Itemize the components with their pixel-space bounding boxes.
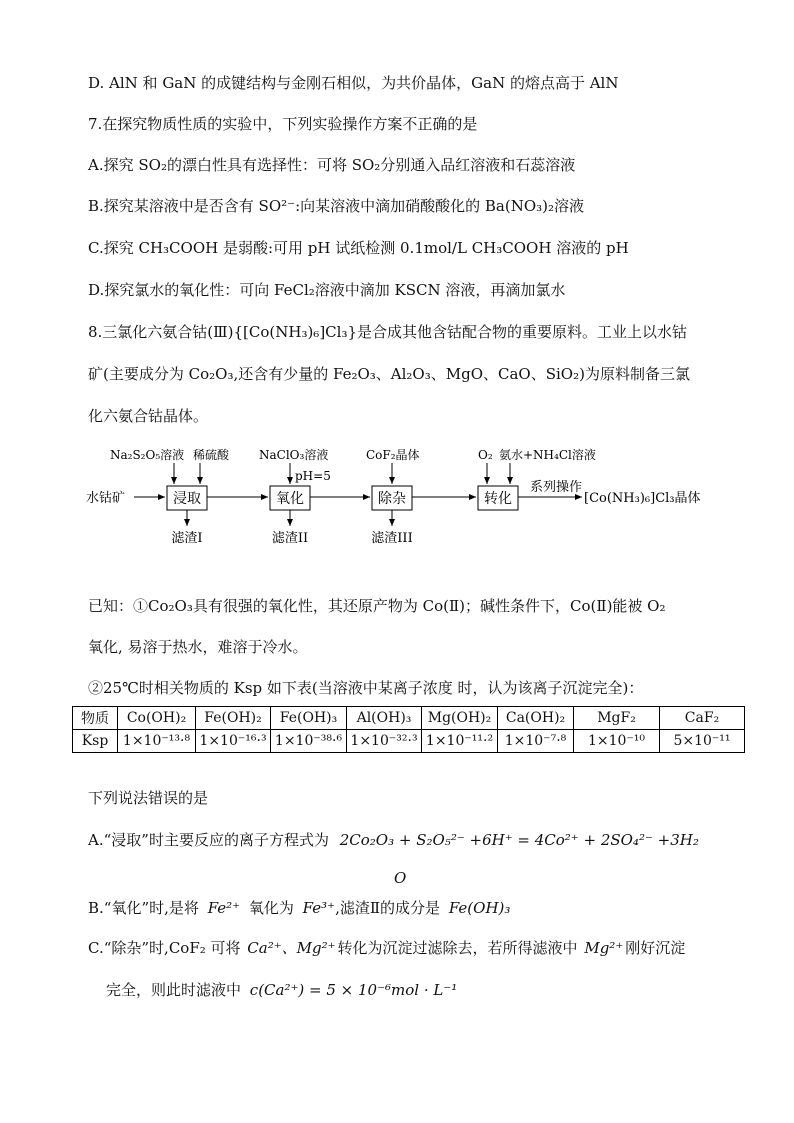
header-cell: Al(OH)₃	[347, 707, 422, 730]
option-b-text-mid2: ,滤渣Ⅱ的成分是	[335, 899, 441, 917]
option-6d: D. AlN 和 GaN 的成键结构与金刚石相似，为共价晶体，GaN 的熔点高于 AlN	[88, 74, 619, 92]
value-cell: 1×10⁻⁷·⁸	[498, 730, 574, 753]
value-cell: Ksp	[73, 730, 118, 753]
option-a-equation-tail: O	[394, 869, 407, 887]
ore-label: 水钴矿	[86, 491, 126, 506]
step-leach-label: 浸取	[173, 491, 201, 507]
reagent-o2: O₂	[478, 448, 493, 462]
option-c-text: C.“除杂”时,CoF₂ 可将	[88, 939, 241, 957]
option-b-feoh3: Fe(OH)₃	[448, 899, 511, 917]
value-cell: 1×10⁻¹⁶·³	[196, 730, 271, 753]
reagent-na2s2o5: Na₂S₂O₅溶液	[110, 448, 185, 462]
question-8-prompt: 下列说法错误的是	[88, 789, 209, 807]
value-cell: 1×10⁻³²·³	[347, 730, 422, 753]
option-a-text: A.“浸取”时主要反应的离子方程式为	[88, 831, 329, 849]
header-cell: CaF₂	[660, 707, 745, 730]
header-cell: Fe(OH)₂	[196, 707, 271, 730]
option-c-equation: c(Ca²⁺) = 5 × 10⁻⁶mol · L⁻¹	[249, 981, 458, 999]
step-purify-label: 除杂	[378, 491, 406, 507]
option-b-text: B.“氧化”时,是将	[88, 899, 199, 917]
option-b-fe3: Fe³⁺	[302, 899, 336, 917]
ksp-table-value-row	[73, 730, 745, 753]
known-1-line2: 氧化, 易溶于热水，难溶于冷水。	[88, 638, 308, 656]
option-c-ions: Ca²⁺、Mg²⁺	[247, 939, 336, 957]
header-cell: Ca(OH)₂	[498, 707, 574, 730]
question-8-stem-line2: 矿(主要成分为 Co₂O₃,还含有少量的 Fe₂O₃、Al₂O₃、MgO、CaO、SiO₂)为原料制备三氯	[88, 365, 690, 383]
option-c-text-mid: 转化为沉淀过滤除去，若所得滤液中	[337, 939, 578, 957]
ksp-table	[72, 706, 745, 753]
step-oxidize-label: 氧化	[276, 491, 304, 507]
header-cell: Mg(OH)₂	[422, 707, 498, 730]
value-cell: 1×10⁻¹¹·²	[422, 730, 498, 753]
question-7-option-d: D.探究氯水的氧化性：可向 FeCl₂溶液中滴加 KSCN 溶液，再滴加氯水	[88, 281, 566, 299]
series-operation-label: 系列操作	[530, 480, 583, 495]
question-7-stem: 7.在探究物质性质的实验中，下列实验操作方案不正确的是	[88, 115, 478, 133]
header-cell: Co(OH)₂	[118, 707, 196, 730]
header-cell: 物质	[73, 707, 118, 730]
residue-3: 滤渣III	[371, 531, 413, 546]
known-2-line: ②25℃时相关物质的 Ksp 如下表(当溶液中某离子浓度 时，认为该离子沉淀完全)：	[88, 679, 644, 697]
reagent-ammonia: 氨水+NH₄Cl溶液	[499, 448, 596, 462]
reagent-naclo3: NaClO₃溶液	[259, 448, 329, 462]
question-8-stem-line3: 化六氨合钴晶体。	[88, 407, 209, 425]
option-a-equation: 2Co₂O₃ + S₂O₅²⁻ +6H⁺ = 4Co²⁺ + 2SO₄²⁻ +3H₂	[339, 831, 699, 849]
question-8-option-a	[88, 830, 699, 850]
step-convert-label: 转化	[484, 491, 512, 507]
reagent-h2so4: 稀硫酸	[193, 448, 230, 462]
question-7-option-c: C.探究 CH₃COOH 是弱酸:可用 pH 试纸检测 0.1mol/L CH₃COOH 溶液的 pH	[88, 239, 629, 257]
residue-2: 滤渣II	[271, 531, 309, 546]
option-b-text-mid: 氧化为	[248, 899, 294, 917]
question-8-option-c-line2	[106, 980, 457, 1000]
value-cell: 5×10⁻¹¹	[660, 730, 745, 753]
process-flow-diagram	[86, 440, 726, 550]
option-b-fe2: Fe²⁺	[207, 899, 241, 917]
value-cell: 1×10⁻¹⁰	[574, 730, 660, 753]
option-c-text2: 完全，则此时滤液中	[106, 981, 242, 999]
question-7-option-b: B.探究某溶液中是否含有 SO²⁻:向某溶液中滴加硝酸酸化的 Ba(NO₃)₂溶液	[88, 197, 585, 215]
header-cell: Fe(OH)₃	[271, 707, 347, 730]
question-7-option-a: A.探究 SO₂的漂白性具有选择性：可将 SO₂分别通入品红溶液和石蕊溶液	[88, 156, 576, 174]
value-cell: 1×10⁻¹³·⁸	[118, 730, 196, 753]
reagent-ph: pH=5	[295, 469, 331, 483]
residue-1: 滤渣I	[171, 531, 203, 546]
ksp-table-header-row	[73, 707, 745, 730]
option-c-text-end: 刚好沉淀	[625, 939, 686, 957]
question-8-stem-line1: 8.三氯化六氨合钴(Ⅲ){[Co(NH₃)₆]Cl₃}是合成其他含钴配合物的重要原料。工业上以水钴	[88, 323, 688, 341]
question-8-option-b	[88, 898, 510, 918]
option-c-mg: Mg²⁺	[584, 939, 624, 957]
header-cell: MgF₂	[574, 707, 660, 730]
value-cell: 1×10⁻³⁸·⁶	[271, 730, 347, 753]
reagent-cof2: CoF₂晶体	[366, 448, 420, 462]
question-8-option-c-line1	[88, 938, 685, 958]
product-label: [Co(NH₃)₆]Cl₃晶体	[584, 491, 701, 506]
known-1-line1: 已知：①Co₂O₃具有很强的氧化性，其还原产物为 Co(Ⅱ)；碱性条件下，Co(Ⅱ)能被 O₂	[88, 597, 666, 615]
